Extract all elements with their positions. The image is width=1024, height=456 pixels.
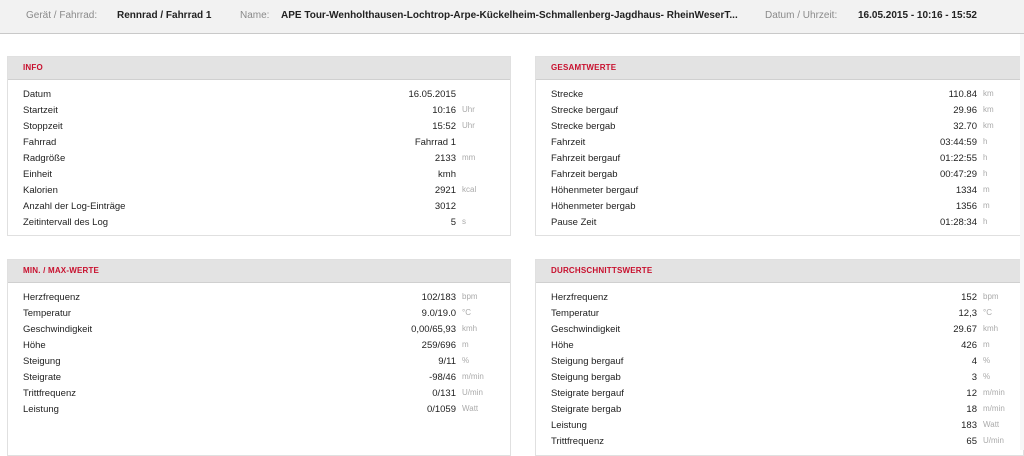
stat-label: Anzahl der Log-Einträge (23, 201, 126, 212)
date-value: 16.05.2015 - 10:16 - 15:52 (858, 10, 977, 21)
stat-row (8, 403, 510, 419)
stat-unit: s (462, 217, 466, 226)
stat-unit: U/min (983, 436, 1004, 445)
stat-label: Höhenmeter bergab (551, 201, 636, 212)
stat-label: Steigung bergab (551, 372, 621, 383)
header-bar (0, 0, 1024, 34)
stat-label: Trittfrequenz (551, 436, 604, 447)
stat-row (536, 120, 1023, 136)
stat-value: 18 (966, 404, 977, 415)
stat-value: 426 (961, 340, 977, 351)
stat-unit: bpm (983, 292, 999, 301)
stat-value: 152 (961, 292, 977, 303)
stat-row (8, 168, 510, 184)
stat-value: -98/46 (429, 372, 456, 383)
device-value: Rennrad / Fahrrad 1 (117, 10, 212, 21)
stat-value: 9/11 (438, 356, 456, 367)
stat-label: Leistung (23, 404, 59, 415)
stat-unit: m/min (983, 388, 1005, 397)
stat-row (8, 387, 510, 403)
stat-label: Steigung (23, 356, 61, 367)
stat-label: Herzfrequenz (23, 292, 81, 303)
stat-unit: % (462, 356, 470, 365)
stat-value: 03:44:59 (940, 137, 977, 148)
stat-row (536, 136, 1023, 152)
stat-unit: km (983, 105, 994, 114)
stat-row (536, 419, 1023, 435)
stat-value: 183 (961, 420, 977, 431)
stat-value: 4 (971, 356, 977, 367)
stat-row (8, 216, 510, 232)
stat-unit: °C (983, 308, 992, 317)
stat-value: 01:22:55 (940, 153, 977, 164)
stat-unit: Uhr (462, 105, 475, 114)
stat-row (536, 168, 1023, 184)
stat-value: 29.67 (953, 324, 977, 335)
stat-value: 0,00/65,93 (411, 324, 456, 335)
stat-unit: m/min (983, 404, 1005, 413)
minmax-panel (7, 259, 511, 456)
stat-unit: kcal (462, 185, 477, 194)
panel-header (8, 260, 510, 283)
stat-row (8, 339, 510, 355)
stat-value: 9.0/19.0 (421, 308, 456, 319)
stat-row (8, 291, 510, 307)
stat-value: 32.70 (953, 121, 977, 132)
stat-unit: °C (462, 308, 471, 317)
stat-value: 1334 (955, 185, 977, 196)
stat-unit: m (983, 185, 990, 194)
stat-label: Stoppzeit (23, 121, 63, 132)
stat-row (536, 355, 1023, 371)
stat-row (8, 184, 510, 200)
stat-value: 102/183 (421, 292, 456, 303)
stat-row (8, 88, 510, 104)
durchschnitt-panel (535, 259, 1024, 456)
stat-row (536, 323, 1023, 339)
stat-label: Strecke bergauf (551, 105, 619, 116)
stat-unit: Uhr (462, 121, 475, 130)
stat-unit: % (983, 356, 991, 365)
date-label: Datum / Uhrzeit: (765, 10, 838, 21)
stat-row (536, 200, 1023, 216)
stat-row (8, 200, 510, 216)
stat-value: 29.96 (953, 105, 977, 116)
stat-row (8, 120, 510, 136)
info-panel (7, 56, 511, 236)
stat-row (536, 387, 1023, 403)
stat-row (536, 291, 1023, 307)
stat-label: Geschwindigkeit (551, 324, 621, 335)
stat-value: 2133 (434, 153, 456, 164)
stat-label: Einheit (23, 169, 53, 180)
stat-value: 01:28:34 (940, 217, 977, 228)
stat-label: Steigrate (23, 372, 62, 383)
stat-unit: Watt (462, 404, 479, 413)
stat-label: Radgröße (23, 153, 66, 164)
stat-value: 259/696 (421, 340, 456, 351)
stat-label: Höhe (23, 340, 46, 351)
stat-unit: bpm (462, 292, 478, 301)
stat-value: 15:52 (432, 121, 456, 132)
stat-unit: m (462, 340, 469, 349)
stat-label: Pause Zeit (551, 217, 597, 228)
stat-row (536, 339, 1023, 355)
device-label: Gerät / Fahrrad: (26, 10, 98, 21)
stat-value: 16.05.2015 (408, 89, 456, 100)
stat-value: Fahrrad 1 (414, 137, 456, 148)
stat-label: Höhenmeter bergauf (551, 185, 639, 196)
stat-unit: m (983, 340, 990, 349)
stat-label: Fahrzeit (551, 137, 586, 148)
stat-label: Höhe (551, 340, 574, 351)
stat-value: 0/1059 (426, 404, 456, 415)
stat-label: Startzeit (23, 105, 58, 116)
stat-row (8, 104, 510, 120)
stat-value: 00:47:29 (940, 169, 977, 180)
stat-label: Datum (23, 89, 51, 100)
stat-value: 110.84 (948, 89, 977, 100)
stat-value: 1356 (955, 201, 977, 212)
name-label: Name: (240, 10, 270, 21)
stat-unit: kmh (983, 324, 999, 333)
stat-row (536, 403, 1023, 419)
stat-value: 12,3 (958, 308, 977, 319)
stat-row (536, 435, 1023, 451)
stat-unit: m (983, 201, 990, 210)
stat-value: kmh (438, 169, 456, 180)
stat-unit: U/min (462, 388, 483, 397)
stat-label: Steigrate bergab (551, 404, 622, 415)
stat-unit: km (983, 89, 994, 98)
panel-header (536, 57, 1023, 80)
stat-row (536, 371, 1023, 387)
stat-value: 0/131 (432, 388, 456, 399)
panel-title: INFO (23, 63, 43, 72)
stat-row (536, 88, 1023, 104)
stat-row (8, 307, 510, 323)
stat-label: Kalorien (23, 185, 58, 196)
panel-title: GESAMTWERTE (551, 63, 617, 72)
stat-label: Zeitintervall des Log (23, 217, 109, 228)
stat-label: Leistung (551, 420, 587, 431)
stat-label: Strecke (551, 89, 584, 100)
stat-label: Temperatur (551, 308, 600, 319)
stat-label: Geschwindigkeit (23, 324, 93, 335)
stat-row (536, 184, 1023, 200)
panel-header (536, 260, 1023, 283)
stat-label: Temperatur (23, 308, 72, 319)
stat-value: 2921 (434, 185, 456, 196)
stat-value: 3012 (434, 201, 456, 212)
stat-unit: kmh (462, 324, 478, 333)
panel-header (8, 57, 510, 80)
stat-label: Fahrzeit bergab (551, 169, 618, 180)
stat-value: 5 (450, 217, 456, 228)
gesamtwerte-panel (535, 56, 1024, 236)
stat-value: 12 (966, 388, 977, 399)
stat-row (8, 371, 510, 387)
stat-value: 3 (971, 372, 977, 383)
stat-unit: h (983, 169, 988, 178)
stat-label: Steigrate bergauf (551, 388, 624, 399)
stat-unit: m/min (462, 372, 484, 381)
stat-label: Strecke bergab (551, 121, 616, 132)
stat-unit: h (983, 217, 988, 226)
stat-row (536, 104, 1023, 120)
stat-row (8, 355, 510, 371)
stat-unit: Watt (983, 420, 1000, 429)
stat-row (536, 152, 1023, 168)
stat-row (8, 152, 510, 168)
stat-value: 65 (966, 436, 977, 447)
stat-unit: % (983, 372, 991, 381)
stat-label: Herzfrequenz (551, 292, 609, 303)
tour-name: APE Tour-Wenholthausen-Lochtrop-Arpe-Kückelheim-Schmallenberg-Jagdhaus- RheinWeserT... (281, 10, 738, 21)
stat-unit: km (983, 121, 994, 130)
stat-row (536, 307, 1023, 323)
stat-label: Fahrrad (23, 137, 57, 148)
scrollbar[interactable] (1020, 34, 1024, 450)
stat-row (8, 323, 510, 339)
stat-value: 10:16 (432, 105, 456, 116)
panel-title: DURCHSCHNITTSWERTE (551, 266, 653, 275)
stat-row (8, 136, 510, 152)
stat-label: Fahrzeit bergauf (551, 153, 621, 164)
stat-unit: h (983, 153, 988, 162)
stat-unit: h (983, 137, 988, 146)
stat-unit: mm (462, 153, 476, 162)
stat-label: Trittfrequenz (23, 388, 76, 399)
stat-label: Steigung bergauf (551, 356, 624, 367)
panel-title: MIN. / MAX-WERTE (23, 266, 100, 275)
stat-row (536, 216, 1023, 232)
